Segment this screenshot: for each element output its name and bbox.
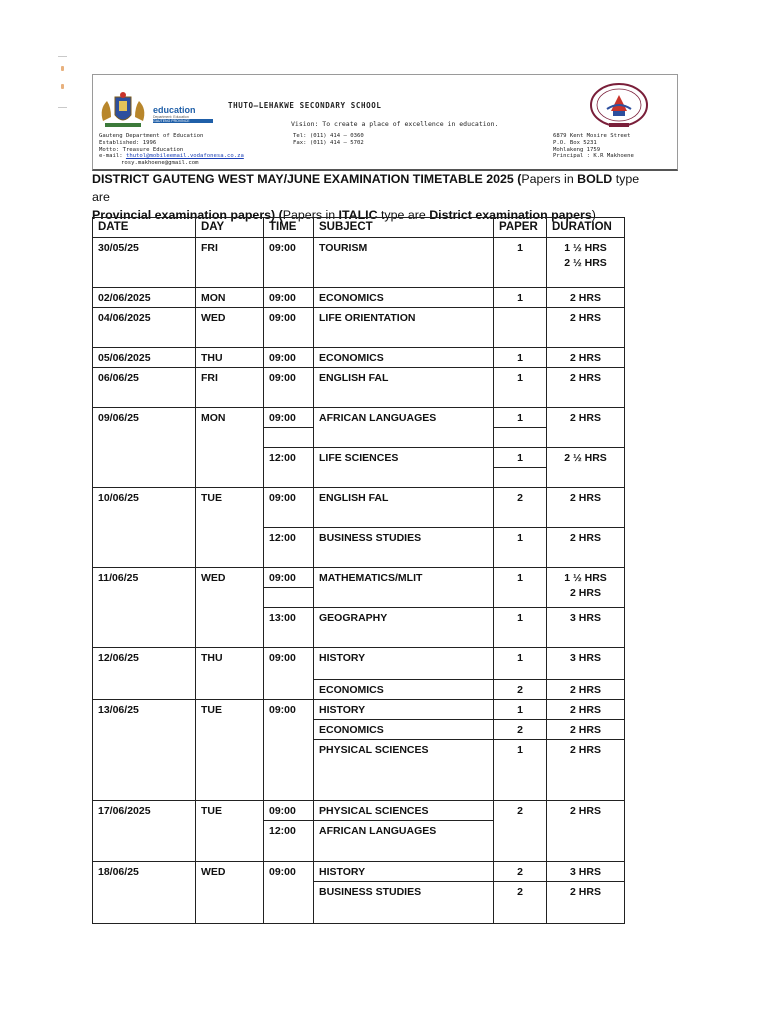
cell-time-empty [264,588,314,608]
column-header-subject: SUBJECT [314,218,494,238]
table-row [93,368,625,408]
duration-option: 1 ½ HRS [564,572,607,584]
cell-duration: 2 HRS [547,740,625,801]
cell-paper: 1 [494,528,547,568]
cell-paper: 1 [494,448,547,468]
principal-line: Principal : K.R Makhoene [553,153,634,160]
cell-paper: 2 [494,862,547,882]
cell-paper: 1 [494,700,547,720]
cell-subject: HISTORY [314,700,494,720]
cell-paper: 1 [494,348,547,368]
cell-paper: 2 [494,488,547,528]
cell-day: WED [196,862,264,924]
cell-duration: 2 HRS [547,882,625,924]
exam-timetable [92,217,625,924]
table-row [93,408,625,428]
table-row [93,348,625,368]
cell-date: 13/06/25 [93,700,196,801]
email-link[interactable]: thutol@mobileemail.vodafonesa.co.za [125,153,244,160]
education-wordmark: education [153,105,196,115]
cell-subject: HISTORY [314,862,494,882]
cell-subject: ENGLISH FAL [314,368,494,408]
cell-duration: 3 HRS [547,608,625,648]
cell-time: 09:00 [264,288,314,308]
cell-duration [547,568,625,608]
cell-subject: HISTORY [314,648,494,680]
cell-subject: AFRICAN LANGUAGES [314,408,494,448]
motto-line: Motto: Treasure Education [99,146,184,153]
cell-date: 11/06/25 [93,568,196,648]
cell-day: THU [196,648,264,700]
education-logo [153,105,213,123]
cell-paper: 2 [494,801,547,862]
cell-duration: 2 HRS [547,700,625,720]
cell-time: 09:00 [264,648,314,700]
cell-duration: 2 ½ HRS [547,448,625,488]
cell-time: 12:00 [264,448,314,488]
cell-duration: 2 HRS [547,348,625,368]
cell-time: 13:00 [264,608,314,648]
cell-time: 09:00 [264,408,314,428]
cell-subject: ENGLISH FAL [314,488,494,528]
cell-time-empty [264,428,314,448]
cell-subject: GEOGRAPHY [314,608,494,648]
table-row [93,288,625,308]
established-line: Established: 1996 [99,139,157,146]
letterhead-details-left [99,133,244,167]
cell-time: 09:00 [264,348,314,368]
email-prefix: e-mail: [99,153,126,160]
timetable-title: DISTRICT GAUTENG WEST MAY/JUNE EXAMINATION TIMETABLE 2025 [92,172,514,186]
cell-subject: BUSINESS STUDIES [314,528,494,568]
table-row [93,700,625,720]
cell-duration: 2 HRS [547,801,625,862]
cell-time: 09:00 [264,801,314,821]
heading-type-are: type are [92,172,640,204]
cell-date: 04/06/2025 [93,308,196,348]
heading-provincial: Provincial examination papers) [92,208,276,222]
cell-date: 06/06/25 [93,368,196,408]
letterhead-address [553,133,634,160]
heading-note-prefix-2: Papers in [282,208,339,222]
cell-date: 18/06/25 [93,862,196,924]
cell-time: 09:00 [264,488,314,528]
email-line [99,153,244,160]
cell-paper: 2 [494,680,547,700]
cell-subject: ECONOMICS [314,720,494,740]
school-badge-icon [587,81,651,131]
heading-bold-word: BOLD [577,172,613,186]
cell-subject: PHYSICAL SCIENCES [314,740,494,801]
heading-district: District examination papers [429,208,592,222]
cell-date: 05/06/2025 [93,348,196,368]
table-row [93,308,625,348]
cell-paper: 1 [494,568,547,608]
town-line: Mohlakeng 1759 [553,146,601,153]
cell-paper-empty [494,468,547,488]
cell-paper: 2 [494,882,547,924]
cell-paper [494,308,547,348]
margin-marker [58,56,67,108]
cell-paper: 1 [494,408,547,428]
column-header-duration: DURATION [547,218,625,238]
school-name: THUTO—LEHAKWE SECONDARY SCHOOL [228,101,382,110]
cell-duration: 2 HRS [547,720,625,740]
column-header-day: DAY [196,218,264,238]
column-header-paper: PAPER [494,218,547,238]
department-line: Gauteng Department of Education [99,133,204,139]
column-header-time: TIME [264,218,314,238]
cell-duration: 2 HRS [547,488,625,528]
cell-date: 17/06/2025 [93,801,196,862]
cell-subject: LIFE ORIENTATION [314,308,494,348]
fax-line: Fax: (011) 414 – 5702 [293,139,364,146]
education-department: Department: Education [153,115,189,119]
duration-option: 2 HRS [570,587,601,599]
heading-paren-close: ) [591,208,596,222]
cell-paper: 1 [494,608,547,648]
education-province: GAUTENG PROVINCE [153,119,213,123]
cell-subject: PHYSICAL SCIENCES [314,801,494,821]
cell-day: THU [196,348,264,368]
cell-duration [547,238,625,288]
cell-paper: 1 [494,238,547,288]
cell-day: MON [196,408,264,488]
cell-subject: TOURISM [314,238,494,288]
cell-time: 09:00 [264,700,314,801]
cell-duration: 3 HRS [547,648,625,680]
cell-day: TUE [196,801,264,862]
cell-duration: 2 HRS [547,408,625,448]
table-row [93,648,625,680]
cell-subject: AFRICAN LANGUAGES [314,821,494,862]
cell-duration: 2 HRS [547,288,625,308]
cell-time: 09:00 [264,368,314,408]
postal-address: P.O. Box 5231 [553,139,597,146]
heading-paren-open: ( [513,172,522,186]
cell-day: WED [196,568,264,648]
cell-subject: BUSINESS STUDIES [314,882,494,924]
heading-paren-open-2: ( [275,208,283,222]
cell-day: TUE [196,488,264,568]
cell-duration: 2 HRS [547,308,625,348]
cell-subject: MATHEMATICS/MLIT [314,568,494,608]
heading-note-prefix: Papers in [521,172,578,186]
school-vision: Vision: To create a place of excellence in education. [291,120,499,128]
cell-date: 02/06/2025 [93,288,196,308]
cell-date: 12/06/25 [93,648,196,700]
cell-paper-empty [494,428,547,448]
cell-day: MON [196,288,264,308]
table-row [93,238,625,288]
cell-paper: 1 [494,288,547,308]
cell-duration: 2 HRS [547,680,625,700]
letterhead-contacts [293,133,364,147]
cell-subject: ECONOMICS [314,288,494,308]
table-row [93,488,625,528]
street-address: 6879 Kent Mosire Street [553,133,631,139]
cell-paper: 2 [494,720,547,740]
cell-day: WED [196,308,264,348]
cell-time: 09:00 [264,238,314,288]
cell-duration: 3 HRS [547,862,625,882]
table-row [93,801,625,821]
cell-duration: 2 HRS [547,528,625,568]
column-header-date: DATE [93,218,196,238]
cell-paper: 1 [494,368,547,408]
cell-day: FRI [196,238,264,288]
cell-time: 09:00 [264,862,314,924]
table-row [93,568,625,588]
cell-time: 09:00 [264,308,314,348]
cell-subject: ECONOMICS [314,348,494,368]
cell-paper: 1 [494,648,547,680]
cell-date: 10/06/25 [93,488,196,568]
table-row [93,862,625,882]
heading-italic-word: ITALIC [338,208,378,222]
cell-day: TUE [196,700,264,801]
duration-option: 1 ½ HRS [564,242,607,254]
cell-time: 12:00 [264,528,314,568]
duration-option: 2 ½ HRS [564,257,607,269]
letterhead [92,74,678,171]
cell-duration: 2 HRS [547,368,625,408]
table-header-row [93,218,625,238]
cell-time: 09:00 [264,568,314,588]
heading-type-are-2: type are [377,208,430,222]
cell-time: 12:00 [264,821,314,862]
timetable-heading [92,170,652,224]
cell-day: FRI [196,368,264,408]
cell-subject: ECONOMICS [314,680,494,700]
cell-date: 30/05/25 [93,238,196,288]
telephone-line: Tel: (011) 414 – 0360 [293,133,364,139]
cell-date: 09/06/25 [93,408,196,488]
cell-subject: LIFE SCIENCES [314,448,494,488]
gauteng-coat-of-arms-icon [97,91,149,131]
cell-paper: 1 [494,740,547,801]
secondary-email: rosy.makhoene@gmail.com [121,160,199,167]
